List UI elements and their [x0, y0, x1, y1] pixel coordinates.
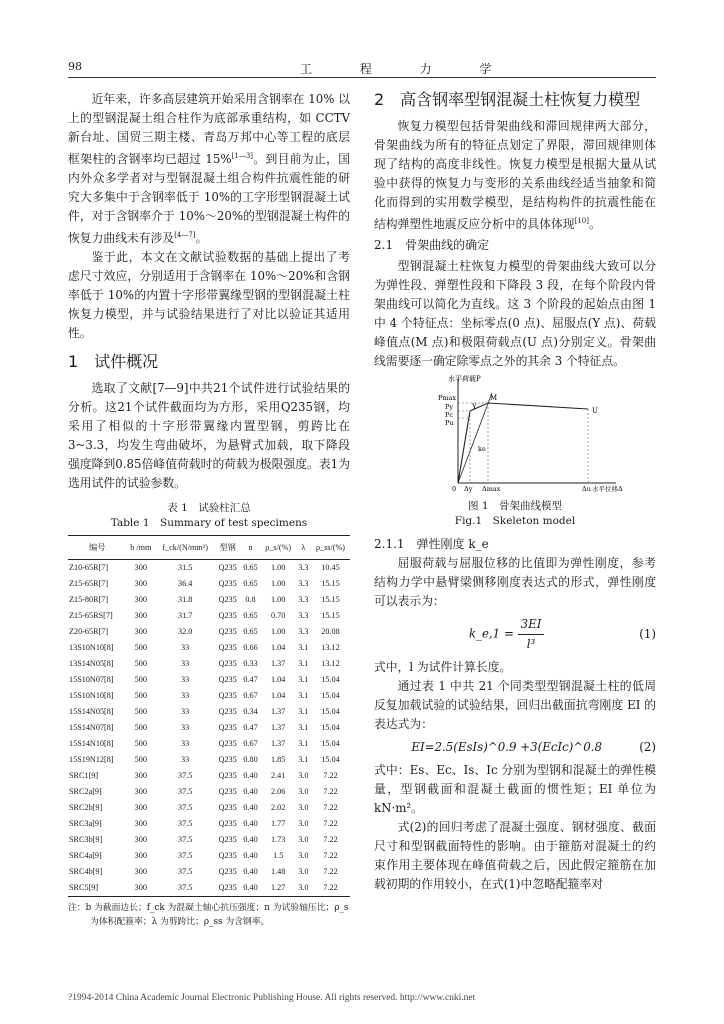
table-cell: 2.41	[271, 770, 286, 780]
table-cell: 300	[126, 880, 155, 897]
table-cell: 3.0	[298, 786, 309, 796]
table-cell: 3.0	[296, 880, 311, 897]
table-cell: 10.45	[321, 562, 340, 572]
section-1-heading: 1 试件概况	[68, 351, 159, 371]
section-2-1-1-paragraph: 屈服荷载与屈服位移的比值即为弹性刚度，参考结构力学中悬臂梁侧移刚度表达式的形式，弹性刚度可以表示为：	[374, 555, 656, 608]
table-cell: 7.22	[323, 786, 338, 796]
table-cell: 0.40	[243, 802, 258, 812]
table-cell: Q235	[218, 626, 237, 636]
table-cell: 3.1	[298, 642, 309, 652]
table-cell: SRC5[9]	[68, 880, 126, 897]
left-column	[68, 90, 350, 929]
table-cell: 3.3	[298, 594, 309, 604]
table-cell: 3.3	[298, 626, 309, 636]
table-row	[68, 832, 350, 848]
table-cell: 300	[134, 834, 147, 844]
table-cell: 3.1	[298, 674, 309, 684]
table-cell: 3.0	[298, 802, 309, 812]
table-cell: 0.80	[243, 754, 258, 764]
table-row	[68, 736, 350, 752]
table-cell: 37.5	[177, 866, 193, 876]
table-cell: 33	[181, 754, 190, 764]
table-cell: 300	[134, 802, 147, 812]
table-cell: 15.15	[321, 578, 340, 588]
table-cell: 3.1	[298, 706, 309, 716]
table-row	[68, 784, 350, 800]
table-cell: Z20-65R[7]	[69, 626, 109, 636]
equation-1: k_e,1 = $\frac{3EI}{\text{l³}}$ (1)	[468, 616, 656, 651]
section-2-paragraph: 恢复力模型包括骨架曲线和滞回规律两大部分，骨架曲线为所有的特征点划定了界限，滞回规律则体现了结构的高度非线性。恢复力模型是根据大量从试验中获得的恢复力与变形的关系曲线经适当抽象和简化而得到的实用数学模型，是结构构件的抗震性能在结构弹塑性地震反应分析中的具体体现[10]。	[374, 119, 656, 231]
table-cell: Q235	[218, 674, 237, 684]
table-cell: 2.06	[271, 786, 286, 796]
table-cell: 1.27	[261, 880, 296, 897]
table-cell: 300	[134, 594, 147, 604]
intro-paragraph-1: 近年来，许多高层建筑开始采用含钢率在 10% 以上的型钢混凝土组合柱作为底部承重结构，如 CCTV 新台址、国贸三期主楼、青岛万邦中心等工程的底层框架柱的含钢率均已超过 15%[1―3]。到目前为止，国内外众多学者对与型钢混凝土组合构件抗震性能的研究大多集中于含钢率低于 10%的工字形型钢混凝土试件，对于含钢率介于 10%～20%的型钢混凝土构件的恢复力曲线未有涉及[4―7]。	[68, 92, 350, 245]
table-cell: 33	[181, 738, 190, 748]
table-cell: 37.5	[177, 818, 193, 828]
table-cell: Z15-65RS[7]	[69, 610, 113, 620]
table-row	[68, 848, 350, 864]
equation-1-number: (1)	[639, 626, 656, 641]
table-cell: 0.66	[243, 642, 258, 652]
table-cell: 15.04	[321, 754, 340, 764]
table-cell: 1.04	[271, 642, 286, 652]
table-cell: 1.00	[271, 578, 286, 588]
table-cell: 15S14N05[8]	[69, 706, 114, 716]
table-cell: 300	[134, 578, 147, 588]
table-cell: 300	[134, 610, 147, 620]
table-cell: 0.65	[243, 578, 258, 588]
table-header-cell: 型钢	[215, 535, 240, 559]
table-row	[68, 864, 350, 880]
table-cell: 37.5	[177, 786, 193, 796]
table-cell: 0.40	[243, 770, 258, 780]
equation-2: EI=2.5(EsIs)^0.9 +3(EcIc)^0.8 (2)	[374, 738, 656, 757]
table-cell: 15.04	[321, 706, 340, 716]
table-cell: 3.1	[298, 690, 309, 700]
table-cell: 500	[134, 738, 147, 748]
table-cell: 15S19N12[8]	[69, 754, 114, 764]
table-cell: 3.0	[298, 866, 309, 876]
table-cell: SRC1[9]	[69, 770, 99, 780]
figure-caption-en: Fig.1 Skeleton model	[454, 514, 576, 527]
table-cell: 0.40	[243, 866, 258, 876]
table-cell: 3.1	[298, 738, 309, 748]
table-cell: 0.67	[243, 690, 258, 700]
table-cell: 0.40	[243, 850, 258, 860]
table-cell: 2.02	[271, 802, 286, 812]
equation-2-note: 式中：Es、Ec、Is、Ic 分别为型钢和混凝土的弹性模量，型钢截面和混凝土截面的惯性矩；EI 单位为 kN·m²。	[374, 762, 656, 815]
table-cell: Q235	[215, 880, 240, 897]
table-cell: 500	[134, 754, 147, 764]
table-cell: Q235	[218, 562, 237, 572]
table-cell: 33	[181, 642, 190, 652]
table-cell: Q235	[218, 578, 237, 588]
table-body	[68, 559, 350, 896]
svg-text:Pu: Pu	[445, 418, 454, 427]
svg-text:Pc: Pc	[445, 410, 454, 419]
table-cell: SRC2b[9]	[69, 802, 103, 812]
table-cell: 15S14N10[8]	[69, 738, 114, 748]
svg-text:Δmax: Δmax	[482, 484, 501, 493]
table-cell: SRC4b[9]	[69, 866, 103, 876]
table-cell: SRC4a[9]	[69, 850, 102, 860]
equation-1-note: 式中，l 为试件计算长度。	[374, 659, 512, 674]
table-cell: Z10-65R[7]	[69, 562, 109, 572]
table-cell: 300	[134, 866, 147, 876]
table-cell: 500	[134, 674, 147, 684]
table-cell: 1.04	[271, 674, 286, 684]
table-row	[68, 752, 350, 768]
table-cell: 37.5	[155, 880, 215, 897]
table-row	[68, 688, 350, 704]
table-cell: Q235	[218, 866, 237, 876]
table-caption-cn: 表 1 试验柱汇总	[167, 501, 251, 514]
table-cell: Q235	[218, 786, 237, 796]
table-row	[68, 656, 350, 672]
section-2-1-paragraph: 型钢混凝土柱恢复力模型的骨架曲线大致可以分为弹性段、弹塑性段和下降段 3 段，在每个阶段内骨架曲线可以简化为直线。这 3 个阶段的起始点由图 1 中 4 个特征点：坐标零点(0 点)、屈服点(Y 点)、荷载峰值点(M 点)和极限荷载点(U 点)分别定义。骨架曲线需要逐一确定除零点之外的其余 3 个特征点。	[374, 258, 656, 368]
skeleton-curve	[458, 403, 588, 483]
right-column	[374, 90, 656, 894]
table-cell: Q235	[218, 642, 237, 652]
table-cell: 1.73	[271, 834, 286, 844]
table-cell: 0.67	[243, 738, 258, 748]
table-row	[68, 880, 350, 897]
table-cell: 15.15	[321, 594, 340, 604]
table-cell: 0.8	[245, 594, 256, 604]
figure-caption-cn: 图 1 骨架曲线模型	[467, 499, 563, 512]
table-cell: Q235	[218, 834, 237, 844]
table-cell: 7.22	[311, 880, 350, 897]
equation-2-intro: 通过表 1 中共 21 个同类型型钢混凝土柱的低周反复加载试验的试验结果，回归出截面抗弯刚度 EI 的表达式为：	[374, 678, 656, 731]
table-cell: 15.04	[321, 722, 340, 732]
table-cell: Q235	[218, 738, 237, 748]
intro-paragraph-2: 鉴于此，本文在文献试验数据的基础上提出了考虑尺寸效应，分别适用于含钢率在 10%～20%和含钢率低于 10%的内置十字形带翼缘型钢的型钢混凝土柱恢复力模型，并与试验结果进行了对比以验证其适用性。	[68, 249, 350, 340]
table-row	[68, 816, 350, 832]
table-cell: 3.0	[298, 834, 309, 844]
table-cell: 15.04	[321, 738, 340, 748]
table-caption-en: Table 1 Summary of test specimens	[110, 516, 308, 529]
table-cell: 37.5	[177, 850, 193, 860]
table-cell: 300	[134, 818, 147, 828]
svg-text:Δu: Δu	[582, 484, 591, 493]
journal-title: 工 程 力 学	[300, 62, 514, 76]
table-cell: 15.04	[321, 690, 340, 700]
section-2-heading: 2 高含钢率型钢混凝土柱恢复力模型	[374, 90, 641, 109]
svg-text:Δy: Δy	[464, 484, 473, 493]
table-cell: 0.40	[243, 786, 258, 796]
table-cell: 1.48	[271, 866, 286, 876]
table-cell: 3.1	[298, 754, 309, 764]
table-header-cell: ρ_s/(%)	[261, 535, 296, 559]
table-header-cell: n	[240, 535, 260, 559]
table-header-cell: 编号	[68, 535, 126, 559]
figure-y-label: 水平荷载P	[448, 374, 481, 383]
table-header-cell: f_ck/(N/mm²)	[155, 535, 215, 559]
table-cell: 7.22	[323, 770, 338, 780]
table-cell: Q235	[218, 722, 237, 732]
table-cell: 3.1	[298, 658, 309, 668]
table-row	[68, 800, 350, 816]
table-cell: 7.22	[323, 866, 338, 876]
table-cell: 1.37	[271, 738, 286, 748]
table-cell: 0.40	[243, 834, 258, 844]
table-row	[68, 672, 350, 688]
table-cell: 15S10N07[8]	[69, 674, 114, 684]
table-cell: 1.00	[271, 626, 286, 636]
table-cell: 37.5	[177, 770, 193, 780]
table-cell: 1.5	[273, 850, 284, 860]
table-cell: 13S14N05[8]	[69, 658, 114, 668]
table-cell: 0.47	[243, 722, 258, 732]
svg-text:M: M	[490, 393, 498, 402]
svg-text:Pmax: Pmax	[438, 393, 457, 402]
table-cell: 15.04	[321, 674, 340, 684]
table-cell: 31.7	[177, 610, 193, 620]
table-cell: 33	[181, 690, 190, 700]
table-row	[68, 576, 350, 592]
table-header-row	[68, 535, 350, 559]
table-cell: 7.22	[323, 834, 338, 844]
svg-text:水平位移Δ: 水平位移Δ	[592, 484, 623, 493]
table-cell: 1.77	[271, 818, 286, 828]
table-cell: Q235	[218, 818, 237, 828]
table-cell: Q235	[218, 770, 237, 780]
header-rule	[68, 77, 656, 78]
table-cell: Q235	[218, 706, 237, 716]
table-row	[68, 559, 350, 576]
table-cell: 33	[181, 706, 190, 716]
table-note: 注：b 为截面边长；f_ck 为混凝土轴心抗压强度；n 为试验轴压比；ρ_s 为体积配箍率；λ 为剪跨比；ρ_ss 为含钢率。	[68, 902, 349, 927]
table-cell: 0.33	[243, 658, 258, 668]
table-cell: 0.34	[243, 706, 258, 716]
table-cell: 36.4	[177, 578, 193, 588]
table-cell: 20.08	[321, 626, 340, 636]
table-cell: 1.37	[271, 658, 286, 668]
table-cell: 1.85	[271, 754, 286, 764]
table-header-cell: λ	[296, 535, 311, 559]
table-cell: 3.3	[298, 562, 309, 572]
table-cell: 0.40	[243, 818, 258, 828]
table-cell: 15S14N07[8]	[69, 722, 114, 732]
table-cell: 500	[134, 690, 147, 700]
page-footer: ?1994-2014 China Academic Journal Electronic Publishing House. All rights reserved. http://www.cnki.net	[68, 993, 476, 1003]
table-cell: 500	[134, 722, 147, 732]
table-cell: 3.3	[298, 610, 309, 620]
table-cell: 7.22	[323, 850, 338, 860]
table-cell: Z15-65R[7]	[69, 578, 109, 588]
table-cell: 300	[134, 786, 147, 796]
table-row	[68, 768, 350, 784]
table-cell: 1.00	[271, 594, 286, 604]
table-cell: 0.70	[271, 610, 286, 620]
table-cell: 300	[134, 770, 147, 780]
table-cell: SRC3b[9]	[69, 834, 103, 844]
table-cell: 500	[134, 706, 147, 716]
table-row	[68, 592, 350, 608]
table-cell: Q235	[218, 658, 237, 668]
table-row	[68, 720, 350, 736]
table-cell: Q235	[218, 754, 237, 764]
section-2-1-1-heading: 2.1.1 弹性刚度 k_e	[374, 536, 489, 551]
equation-2-number: (2)	[639, 739, 656, 754]
table-cell: 3.0	[298, 818, 309, 828]
table-cell: 300	[134, 850, 147, 860]
table-header-cell: ρ_ss/(%)	[311, 535, 350, 559]
table-row	[68, 704, 350, 720]
table-cell: 1.00	[271, 562, 286, 572]
table-cell: 33	[181, 674, 190, 684]
table-cell: Q235	[218, 850, 237, 860]
table-cell: 37.5	[177, 802, 193, 812]
table-cell: 3.3	[298, 578, 309, 588]
specimen-table	[68, 535, 350, 897]
table-cell: SRC3a[9]	[69, 818, 102, 828]
table-cell: 3.1	[298, 722, 309, 732]
table-row	[68, 608, 350, 624]
table-row	[68, 640, 350, 656]
table-header-cell: b /mm	[126, 535, 155, 559]
table-cell: Q235	[218, 802, 237, 812]
table-cell: 37.5	[177, 834, 193, 844]
table-cell: 3.0	[298, 770, 309, 780]
table-cell: 31.8	[177, 594, 193, 604]
table-cell: 0.47	[243, 674, 258, 684]
table-cell: 0.65	[243, 626, 258, 636]
table-cell: 0.65	[243, 562, 258, 572]
table-cell: 15S10N10[8]	[69, 690, 114, 700]
table-cell: 3.0	[298, 850, 309, 860]
table-cell: 31.5	[177, 562, 193, 572]
table-cell: 7.22	[323, 818, 338, 828]
table-cell: 1.04	[271, 690, 286, 700]
section-2-1-heading: 2.1 骨架曲线的确定	[374, 237, 490, 252]
table-cell: 300	[134, 626, 147, 636]
table-cell: Z15-80R[7]	[69, 594, 109, 604]
table-cell: 300	[134, 562, 147, 572]
table-cell: 13S10N10[8]	[69, 642, 114, 652]
table-cell: 7.22	[323, 802, 338, 812]
final-paragraph: 式(2)的回归考虑了混凝土强度、钢材强度、截面尺寸和型钢截面特性的影响。由于箍筋对混凝土的约束作用主要体现在峰值荷载之后，因此假定箍筋在加载初期的作用较小，在式(1)中忽略配箍率对	[374, 819, 656, 891]
svg-text:0: 0	[452, 484, 457, 493]
table-cell: SRC2a[9]	[69, 786, 102, 796]
svg-text:Py: Py	[445, 402, 454, 411]
table-cell: 33	[181, 658, 190, 668]
table-cell: Q235	[218, 610, 237, 620]
table-cell: 32.0	[177, 626, 193, 636]
table-cell: Q235	[218, 594, 237, 604]
table-cell: 500	[134, 642, 147, 652]
table-cell: Q235	[218, 690, 237, 700]
skeleton-curve-figure	[408, 373, 626, 493]
svg-text:U: U	[592, 406, 598, 415]
table-cell: 33	[181, 722, 190, 732]
table-row	[68, 624, 350, 640]
table-cell: 500	[134, 658, 147, 668]
table-cell: 1.37	[271, 706, 286, 716]
svg-text:ke: ke	[478, 444, 486, 453]
table-cell: 13.12	[321, 658, 340, 668]
table-cell: 13.12	[321, 642, 340, 652]
section-1-paragraph: 选取了文献[7—9]中共21个试件进行试验结果的分析。这21个试件截面均为方形，采用Q235钢，均采用了相似的十字形带翼缘内置型钢，剪跨比在3~3.3，均发生弯曲破坏，为悬臂式加载，取下降段强度降到0.85倍峰值荷载时的荷载为极限强度。表1为选用试件的试验参数。	[68, 380, 350, 490]
table-cell: 0.40	[240, 880, 260, 897]
table-cell: 0.65	[243, 610, 258, 620]
table-cell: 15.15	[321, 610, 340, 620]
page-number: 98	[68, 60, 82, 73]
table-cell: 1.37	[271, 722, 286, 732]
svg-text:Y: Y	[472, 402, 477, 411]
